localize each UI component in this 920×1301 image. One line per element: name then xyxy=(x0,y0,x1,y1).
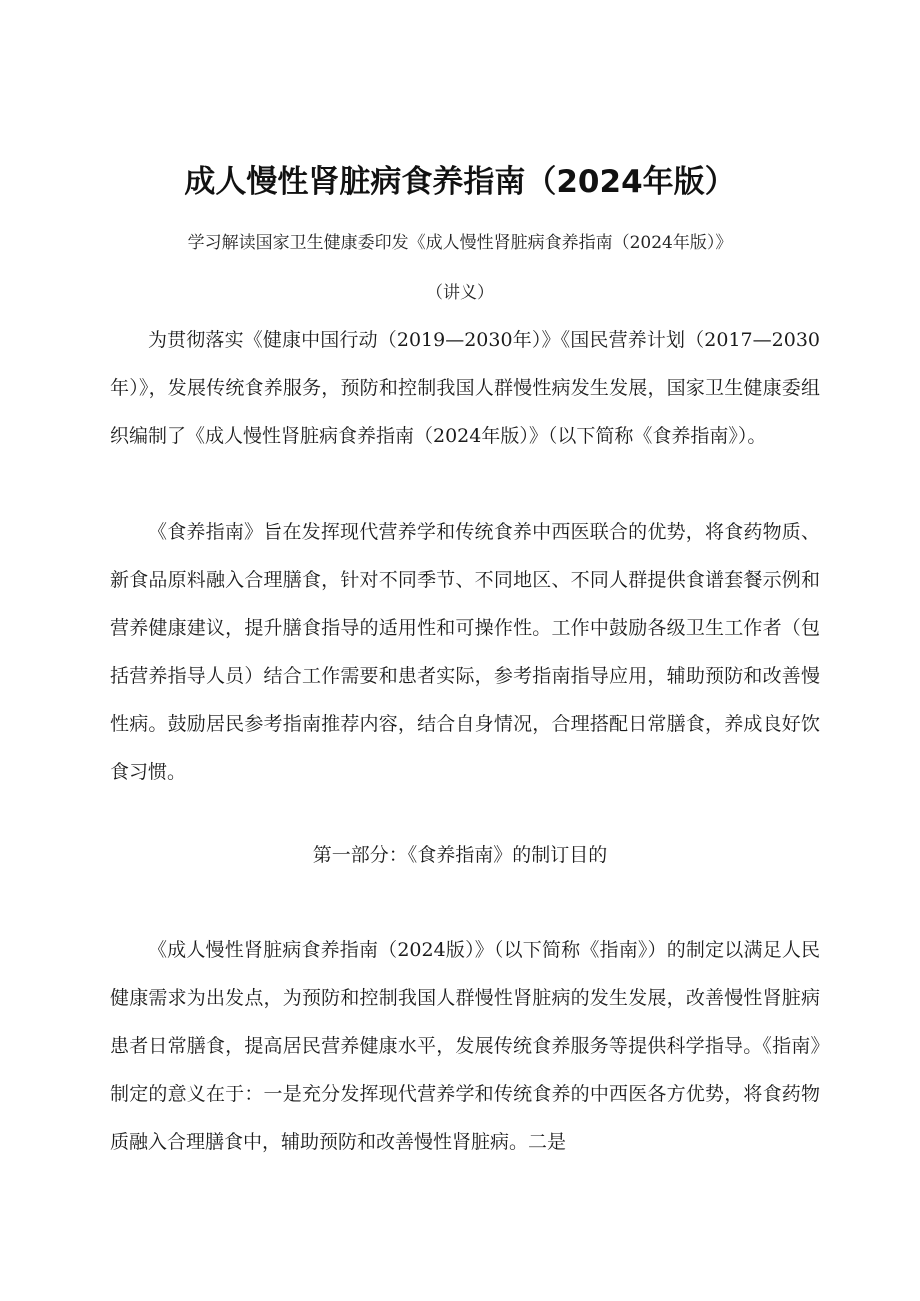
intro-paragraph: 为贯彻落实《健康中国行动（2019—2030年）》《国民营养计划（2017—2030年）》，发展传统食养服务，预防和控制我国人群慢性病发生发展，国家卫生健康委组织编制了《成人慢性肾脏病食养指南（2024年版）》（以下简称《食养指南》）。 xyxy=(110,329,820,447)
purpose-paragraph: 《食养指南》旨在发挥现代营养学和传统食养中西医联合的优势，将食药物质、新食品原料融入合理膳食，针对不同季节、不同地区、不同人群提供食谱套餐示例和营养健康建议，提升膳食指导的适用性和可操作性。工作中鼓励各级卫生工作者（包括营养指导人员）结合工作需要和患者实际，参考指南指导应用，辅助预防和改善慢性病。鼓励居民参考指南推荐内容，结合自身情况，合理搭配日常膳食，养成良好饮食习惯。 xyxy=(110,521,820,783)
section-paragraph: 《成人慢性肾脏病食养指南（2024版）》（以下简称《指南》）的制定以满足人民健康需求为出发点，为预防和控制我国人群慢性肾脏病的发生发展，改善慢性肾脏病患者日常膳食，提高居民营养健康水平，发展传统食养服务等提供科学指导。《指南》制定的意义在于：一是充分发挥现代营养学和传统食养的中西医各方优势，将食药物质融入合理膳食中，辅助预防和改善慢性肾脏病。二是 xyxy=(110,939,820,1153)
handout-label: （讲义） xyxy=(426,283,494,303)
document-title: 成人慢性肾脏病食养指南（2024年版） xyxy=(184,164,736,200)
section-heading: 第一部分：《食养指南》的制订目的 xyxy=(312,844,608,866)
document-subtitle: 学习解读国家卫生健康委印发《成人慢性肾脏病食养指南（2024年版）》 xyxy=(187,233,733,253)
